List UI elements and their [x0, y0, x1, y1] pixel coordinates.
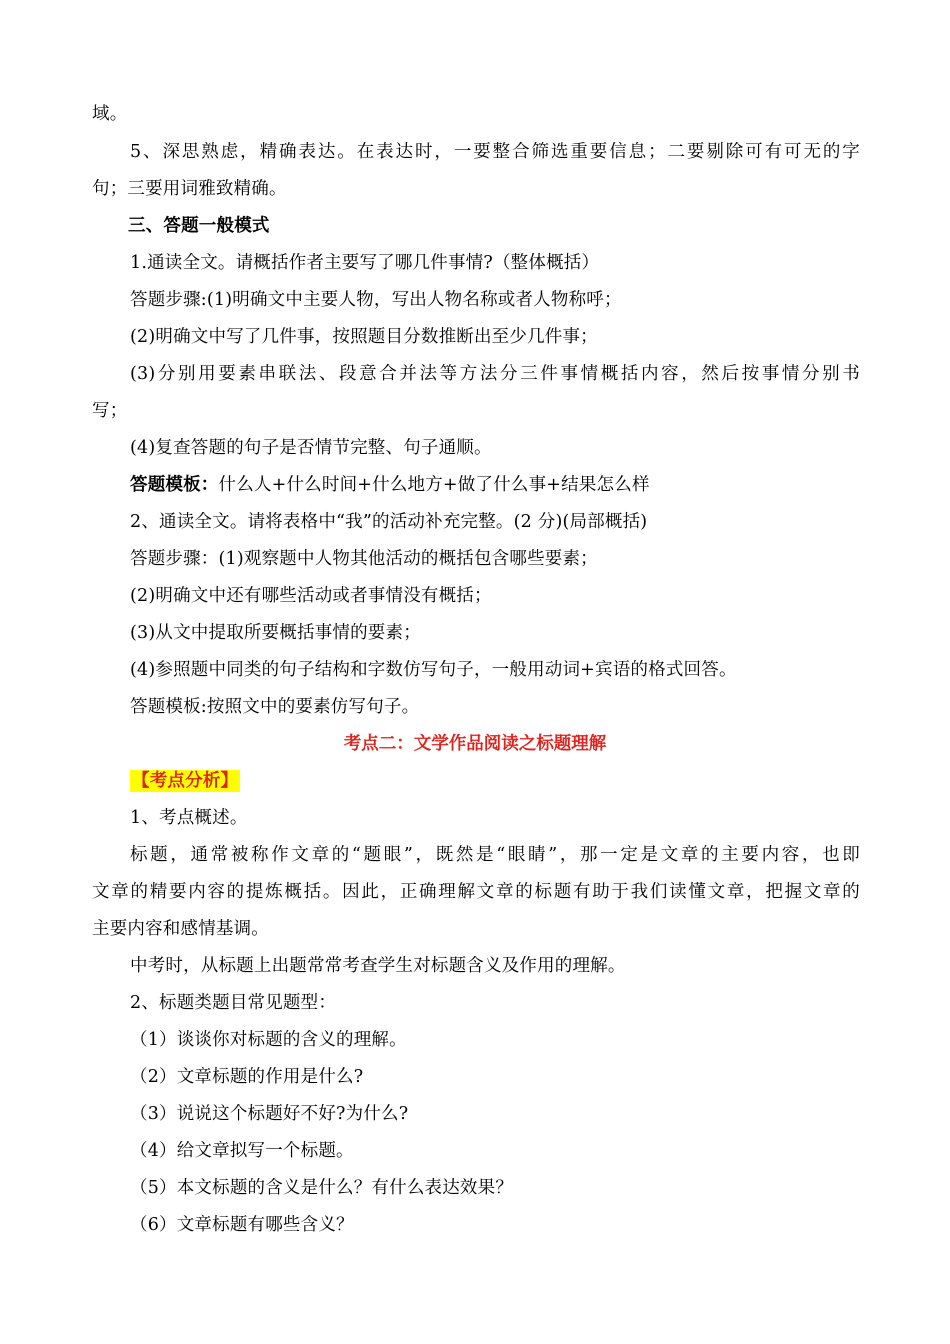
answer-template-line — [130, 473, 900, 497]
analysis-label-line — [130, 769, 900, 793]
list-item: （4）给文章拟写一个标题。 — [130, 1141, 354, 1161]
answer-template-label: 答题模板： — [130, 475, 219, 495]
paragraph-line: 文章的精要内容的提炼概括。因此，正确理解文章的标题有助于我们读懂文章，把握文章的 — [92, 882, 860, 902]
step-line: (4)参照题中同类的句子结构和字数仿写句子，一般用动词+宾语的格式回答。 — [130, 660, 737, 680]
list-item: （1）谈谈你对标题的含义的理解。 — [130, 1030, 407, 1050]
step-line: (4)复查答题的句子是否情节完整、句子通顺。 — [130, 438, 492, 458]
section-title: 考点二：文学作品阅读之标题理解 — [343, 734, 607, 754]
paragraph-line: 中考时，从标题上出题常常考查学生对标题含义及作用的理解。 — [130, 956, 626, 976]
step-line: 答题步骤:(1)明确文中主要人物，写出人物名称或者人物称呼； — [130, 290, 622, 310]
paragraph-line: 5、深思熟虑，精确表达。在表达时，一要整合筛选重要信息；二要剔除可有可无的字 — [130, 142, 860, 162]
list-item: （2）文章标题的作用是什么? — [130, 1067, 364, 1087]
list-item: （3）说说这个标题好不好?为什么? — [130, 1104, 409, 1124]
step-line: (3)分别用要素串联法、段意合并法等方法分三件事情概括内容，然后按事情分别书 — [130, 364, 860, 384]
step-line: (2)明确文中还有哪些活动或者事情没有概括； — [130, 586, 492, 606]
step-line: 写； — [92, 401, 128, 421]
question-line: 2、通读全文。请将表格中“我”的活动补充完整。(2 分)(局部概括) — [130, 512, 648, 532]
section-heading: 三、答题一般模式 — [128, 216, 270, 236]
answer-template-text: 什么人+什么时间+什么地方+做了什么事+结果怎么样 — [218, 475, 650, 495]
list-item: （6）文章标题有哪些含义？ — [130, 1215, 354, 1235]
question-line: 1.通读全文。请概括作者主要写了哪几件事情?（整体概括） — [130, 253, 600, 273]
paragraph-line: 2、标题类题目常见题型： — [130, 993, 337, 1013]
list-item: （5）本文标题的含义是什么？有什么表达效果？ — [130, 1178, 514, 1198]
paragraph-line: 主要内容和感情基调。 — [92, 919, 269, 939]
answer-template-line: 答题模板:按照文中的要素仿写句子。 — [130, 697, 420, 717]
paragraph-line: 句；三要用词雅致精确。 — [92, 179, 287, 199]
step-line: (3)从文中提取所要概括事情的要素； — [130, 623, 421, 643]
paragraph-line: 标题，通常被称作文章的“题眼”，既然是“眼睛”，那一定是文章的主要内容，也即 — [130, 845, 860, 865]
step-line: 答题步骤：(1)观察题中人物其他活动的概括包含哪些要素； — [130, 549, 598, 569]
paragraph-line: 1、考点概述。 — [130, 808, 248, 828]
paragraph-line: 域。 — [92, 104, 128, 124]
analysis-label: 【考点分析】 — [132, 771, 239, 791]
step-line: (2)明确文中写了几件事，按照题目分数推断出至少几件事； — [130, 327, 598, 347]
